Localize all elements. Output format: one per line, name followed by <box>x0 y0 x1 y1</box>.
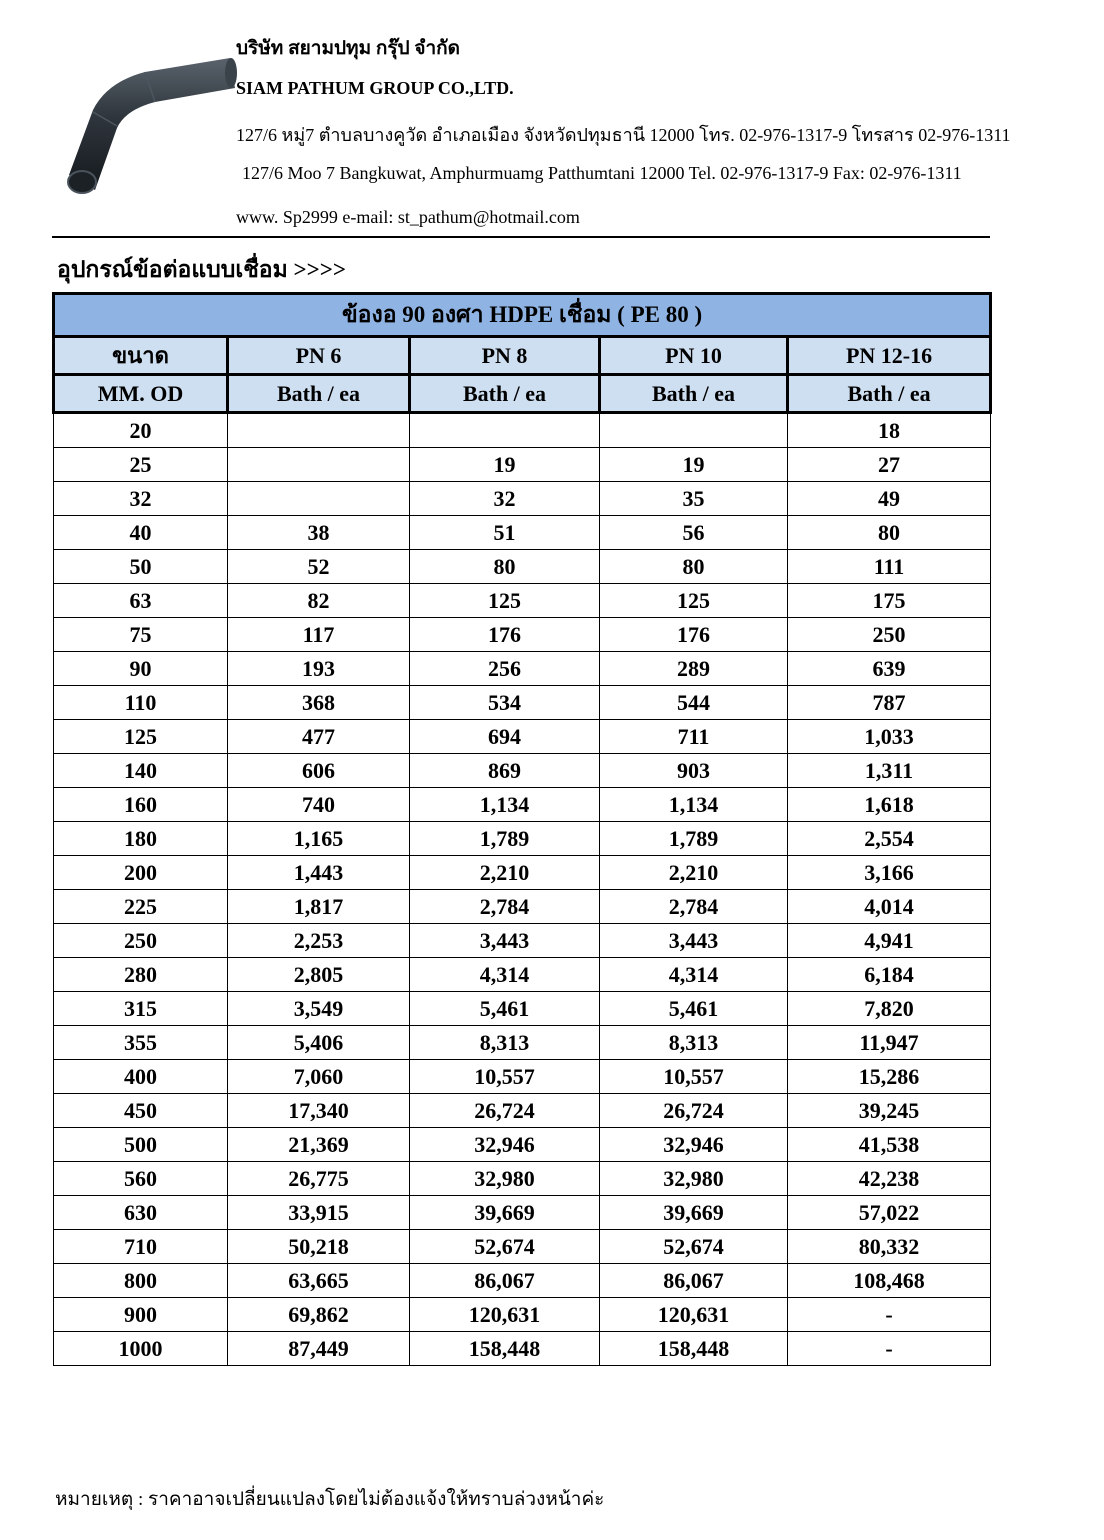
table-row <box>54 754 991 788</box>
cell-pn8: 3,443 <box>410 924 600 958</box>
cell-pn12-16: 4,014 <box>788 890 991 924</box>
cell-pn12-16: 15,286 <box>788 1060 991 1094</box>
company-name-thai: บริษัท สยามปทุม กรุ๊ป จำกัด <box>236 38 461 59</box>
cell-pn6: 477 <box>228 720 410 754</box>
cell-pn8: 86,067 <box>410 1264 600 1298</box>
table-row <box>54 1128 991 1162</box>
cell-pn6: 1,165 <box>228 822 410 856</box>
col-header-pn6: PN 6 <box>228 337 410 375</box>
cell-pn12-16: 39,245 <box>788 1094 991 1128</box>
cell-size: 32 <box>54 482 228 516</box>
cell-pn10: 4,314 <box>600 958 788 992</box>
footnote: หมายเหตุ : ราคาอาจเปลี่ยนแปลงโดยไม่ต้องแจ้งให้ทราบล่วงหน้าค่ะ <box>55 1489 605 1510</box>
col-subheader-unit: Bath / ea <box>228 375 410 413</box>
cell-pn10: 56 <box>600 516 788 550</box>
cell-pn6: 21,369 <box>228 1128 410 1162</box>
table-row <box>54 856 991 890</box>
col-header-pn10: PN 10 <box>600 337 788 375</box>
cell-size: 500 <box>54 1128 228 1162</box>
cell-pn6: 52 <box>228 550 410 584</box>
cell-pn8 <box>410 413 600 448</box>
cell-pn12-16: 1,033 <box>788 720 991 754</box>
cell-pn8: 52,674 <box>410 1230 600 1264</box>
company-name-english: SIAM PATHUM GROUP CO.,LTD. <box>236 78 514 98</box>
cell-pn6 <box>228 448 410 482</box>
cell-size: 125 <box>54 720 228 754</box>
cell-pn10: 86,067 <box>600 1264 788 1298</box>
cell-pn12-16: - <box>788 1298 991 1332</box>
cell-pn10: 32,946 <box>600 1128 788 1162</box>
company-address-english: 127/6 Moo 7 Bangkuwat, Amphurmuamg Patthumtani 12000 Tel. 02-976-1317-9 Fax: 02-976-1311 <box>242 163 962 183</box>
price-table <box>52 292 992 1366</box>
table-row <box>54 822 991 856</box>
cell-size: 900 <box>54 1298 228 1332</box>
header-divider <box>52 236 990 238</box>
cell-pn8: 26,724 <box>410 1094 600 1128</box>
cell-pn8: 5,461 <box>410 992 600 1026</box>
cell-pn10: 903 <box>600 754 788 788</box>
table-row <box>54 1332 991 1366</box>
cell-size: 50 <box>54 550 228 584</box>
table-row <box>54 448 991 482</box>
table-row <box>54 1196 991 1230</box>
cell-size: 160 <box>54 788 228 822</box>
cell-pn10: 3,443 <box>600 924 788 958</box>
cell-pn6: 33,915 <box>228 1196 410 1230</box>
col-header-pn8: PN 8 <box>410 337 600 375</box>
cell-size: 1000 <box>54 1332 228 1366</box>
cell-size: 20 <box>54 413 228 448</box>
cell-size: 225 <box>54 890 228 924</box>
cell-pn10: 125 <box>600 584 788 618</box>
cell-pn8: 10,557 <box>410 1060 600 1094</box>
table-row <box>54 924 991 958</box>
price-table-body <box>54 413 991 1366</box>
cell-pn10: 19 <box>600 448 788 482</box>
cell-size: 110 <box>54 686 228 720</box>
cell-pn6 <box>228 482 410 516</box>
cell-pn12-16: 27 <box>788 448 991 482</box>
table-row <box>54 1298 991 1332</box>
cell-pn10: 39,669 <box>600 1196 788 1230</box>
cell-pn6: 1,443 <box>228 856 410 890</box>
cell-pn8: 2,784 <box>410 890 600 924</box>
table-row <box>54 584 991 618</box>
cell-pn12-16: 175 <box>788 584 991 618</box>
cell-size: 40 <box>54 516 228 550</box>
cell-pn8: 39,669 <box>410 1196 600 1230</box>
table-row <box>54 1026 991 1060</box>
table-row <box>54 413 991 448</box>
cell-pn8: 51 <box>410 516 600 550</box>
company-address-thai: 127/6 หมู่7 ตำบลบางคูวัด อำเภอเมือง จังหวัดปทุมธานี 12000 โทร. 02-976-1317-9 โทรสาร 02-976-1311 <box>236 125 1011 145</box>
section-title: อุปกรณ์ข้อต่อแบบเชื่อม >>>> <box>57 257 346 282</box>
cell-size: 63 <box>54 584 228 618</box>
cell-pn6: 117 <box>228 618 410 652</box>
cell-size: 630 <box>54 1196 228 1230</box>
table-row <box>54 686 991 720</box>
cell-pn6: 87,449 <box>228 1332 410 1366</box>
cell-size: 355 <box>54 1026 228 1060</box>
cell-pn10: 2,784 <box>600 890 788 924</box>
table-row <box>54 1094 991 1128</box>
table-row <box>54 992 991 1026</box>
cell-size: 800 <box>54 1264 228 1298</box>
cell-pn12-16: 250 <box>788 618 991 652</box>
cell-pn12-16: 6,184 <box>788 958 991 992</box>
cell-pn6: 2,805 <box>228 958 410 992</box>
cell-pn8: 32 <box>410 482 600 516</box>
cell-pn12-16: 57,022 <box>788 1196 991 1230</box>
cell-pn6: 7,060 <box>228 1060 410 1094</box>
cell-pn12-16: 41,538 <box>788 1128 991 1162</box>
cell-pn12-16: 7,820 <box>788 992 991 1026</box>
cell-size: 710 <box>54 1230 228 1264</box>
cell-pn10: 544 <box>600 686 788 720</box>
hdpe-elbow-pipe-image <box>55 50 240 210</box>
cell-pn10: 711 <box>600 720 788 754</box>
cell-pn10: 2,210 <box>600 856 788 890</box>
table-title: ข้องอ 90 องศา HDPE เชื่อม ( PE 80 ) <box>54 294 991 337</box>
table-row <box>54 1162 991 1196</box>
cell-pn8: 694 <box>410 720 600 754</box>
table-row <box>54 958 991 992</box>
cell-pn6: 740 <box>228 788 410 822</box>
cell-pn8: 534 <box>410 686 600 720</box>
col-subheader-od: MM. OD <box>54 375 228 413</box>
cell-pn6: 1,817 <box>228 890 410 924</box>
cell-size: 315 <box>54 992 228 1026</box>
table-row <box>54 788 991 822</box>
cell-pn12-16: 108,468 <box>788 1264 991 1298</box>
cell-pn12-16: 1,311 <box>788 754 991 788</box>
cell-pn8: 176 <box>410 618 600 652</box>
cell-pn10: 26,724 <box>600 1094 788 1128</box>
cell-pn10: 8,313 <box>600 1026 788 1060</box>
cell-pn6: 63,665 <box>228 1264 410 1298</box>
table-row <box>54 1060 991 1094</box>
cell-pn8: 32,946 <box>410 1128 600 1162</box>
cell-pn10: 1,134 <box>600 788 788 822</box>
cell-pn8: 80 <box>410 550 600 584</box>
cell-pn12-16: 4,941 <box>788 924 991 958</box>
col-subheader-unit: Bath / ea <box>600 375 788 413</box>
cell-pn6: 17,340 <box>228 1094 410 1128</box>
cell-size: 90 <box>54 652 228 686</box>
cell-pn10: 5,461 <box>600 992 788 1026</box>
table-row <box>54 720 991 754</box>
cell-pn12-16: 49 <box>788 482 991 516</box>
cell-pn8: 8,313 <box>410 1026 600 1060</box>
cell-pn8: 120,631 <box>410 1298 600 1332</box>
cell-pn12-16: - <box>788 1332 991 1366</box>
cell-pn10: 158,448 <box>600 1332 788 1366</box>
cell-pn12-16: 1,618 <box>788 788 991 822</box>
cell-pn10: 1,789 <box>600 822 788 856</box>
cell-pn12-16: 80 <box>788 516 991 550</box>
cell-pn6: 606 <box>228 754 410 788</box>
cell-pn6: 26,775 <box>228 1162 410 1196</box>
cell-pn12-16: 111 <box>788 550 991 584</box>
cell-pn12-16: 42,238 <box>788 1162 991 1196</box>
table-row <box>54 550 991 584</box>
cell-pn10 <box>600 413 788 448</box>
cell-pn6: 38 <box>228 516 410 550</box>
cell-pn12-16: 80,332 <box>788 1230 991 1264</box>
table-row <box>54 1264 991 1298</box>
company-web-email: www. Sp2999 e-mail: st_pathum@hotmail.com <box>236 207 580 227</box>
cell-pn6: 193 <box>228 652 410 686</box>
cell-size: 400 <box>54 1060 228 1094</box>
col-subheader-unit: Bath / ea <box>410 375 600 413</box>
cell-pn6: 5,406 <box>228 1026 410 1060</box>
cell-size: 180 <box>54 822 228 856</box>
cell-size: 450 <box>54 1094 228 1128</box>
table-row <box>54 652 991 686</box>
cell-pn6 <box>228 413 410 448</box>
cell-pn8: 4,314 <box>410 958 600 992</box>
cell-size: 25 <box>54 448 228 482</box>
cell-size: 560 <box>54 1162 228 1196</box>
table-row <box>54 1230 991 1264</box>
table-row <box>54 516 991 550</box>
cell-pn12-16: 639 <box>788 652 991 686</box>
cell-pn12-16: 3,166 <box>788 856 991 890</box>
cell-size: 250 <box>54 924 228 958</box>
table-row <box>54 890 991 924</box>
cell-size: 75 <box>54 618 228 652</box>
cell-pn12-16: 18 <box>788 413 991 448</box>
cell-pn12-16: 787 <box>788 686 991 720</box>
cell-pn6: 3,549 <box>228 992 410 1026</box>
cell-pn6: 69,862 <box>228 1298 410 1332</box>
cell-pn8: 158,448 <box>410 1332 600 1366</box>
table-row <box>54 618 991 652</box>
cell-pn6: 50,218 <box>228 1230 410 1264</box>
col-subheader-unit: Bath / ea <box>788 375 991 413</box>
cell-size: 140 <box>54 754 228 788</box>
cell-pn10: 289 <box>600 652 788 686</box>
cell-pn8: 2,210 <box>410 856 600 890</box>
cell-pn10: 10,557 <box>600 1060 788 1094</box>
cell-pn8: 1,789 <box>410 822 600 856</box>
cell-pn12-16: 11,947 <box>788 1026 991 1060</box>
cell-pn8: 869 <box>410 754 600 788</box>
cell-pn6: 82 <box>228 584 410 618</box>
cell-pn8: 32,980 <box>410 1162 600 1196</box>
col-header-size: ขนาด <box>54 337 228 375</box>
cell-pn10: 120,631 <box>600 1298 788 1332</box>
cell-pn10: 52,674 <box>600 1230 788 1264</box>
cell-pn10: 80 <box>600 550 788 584</box>
col-header-pn12-16: PN 12-16 <box>788 337 991 375</box>
cell-pn6: 2,253 <box>228 924 410 958</box>
cell-pn8: 256 <box>410 652 600 686</box>
cell-pn6: 368 <box>228 686 410 720</box>
cell-pn10: 32,980 <box>600 1162 788 1196</box>
cell-pn10: 176 <box>600 618 788 652</box>
cell-pn12-16: 2,554 <box>788 822 991 856</box>
table-row <box>54 482 991 516</box>
cell-pn8: 1,134 <box>410 788 600 822</box>
cell-size: 200 <box>54 856 228 890</box>
cell-pn8: 19 <box>410 448 600 482</box>
cell-pn10: 35 <box>600 482 788 516</box>
cell-size: 280 <box>54 958 228 992</box>
cell-pn8: 125 <box>410 584 600 618</box>
